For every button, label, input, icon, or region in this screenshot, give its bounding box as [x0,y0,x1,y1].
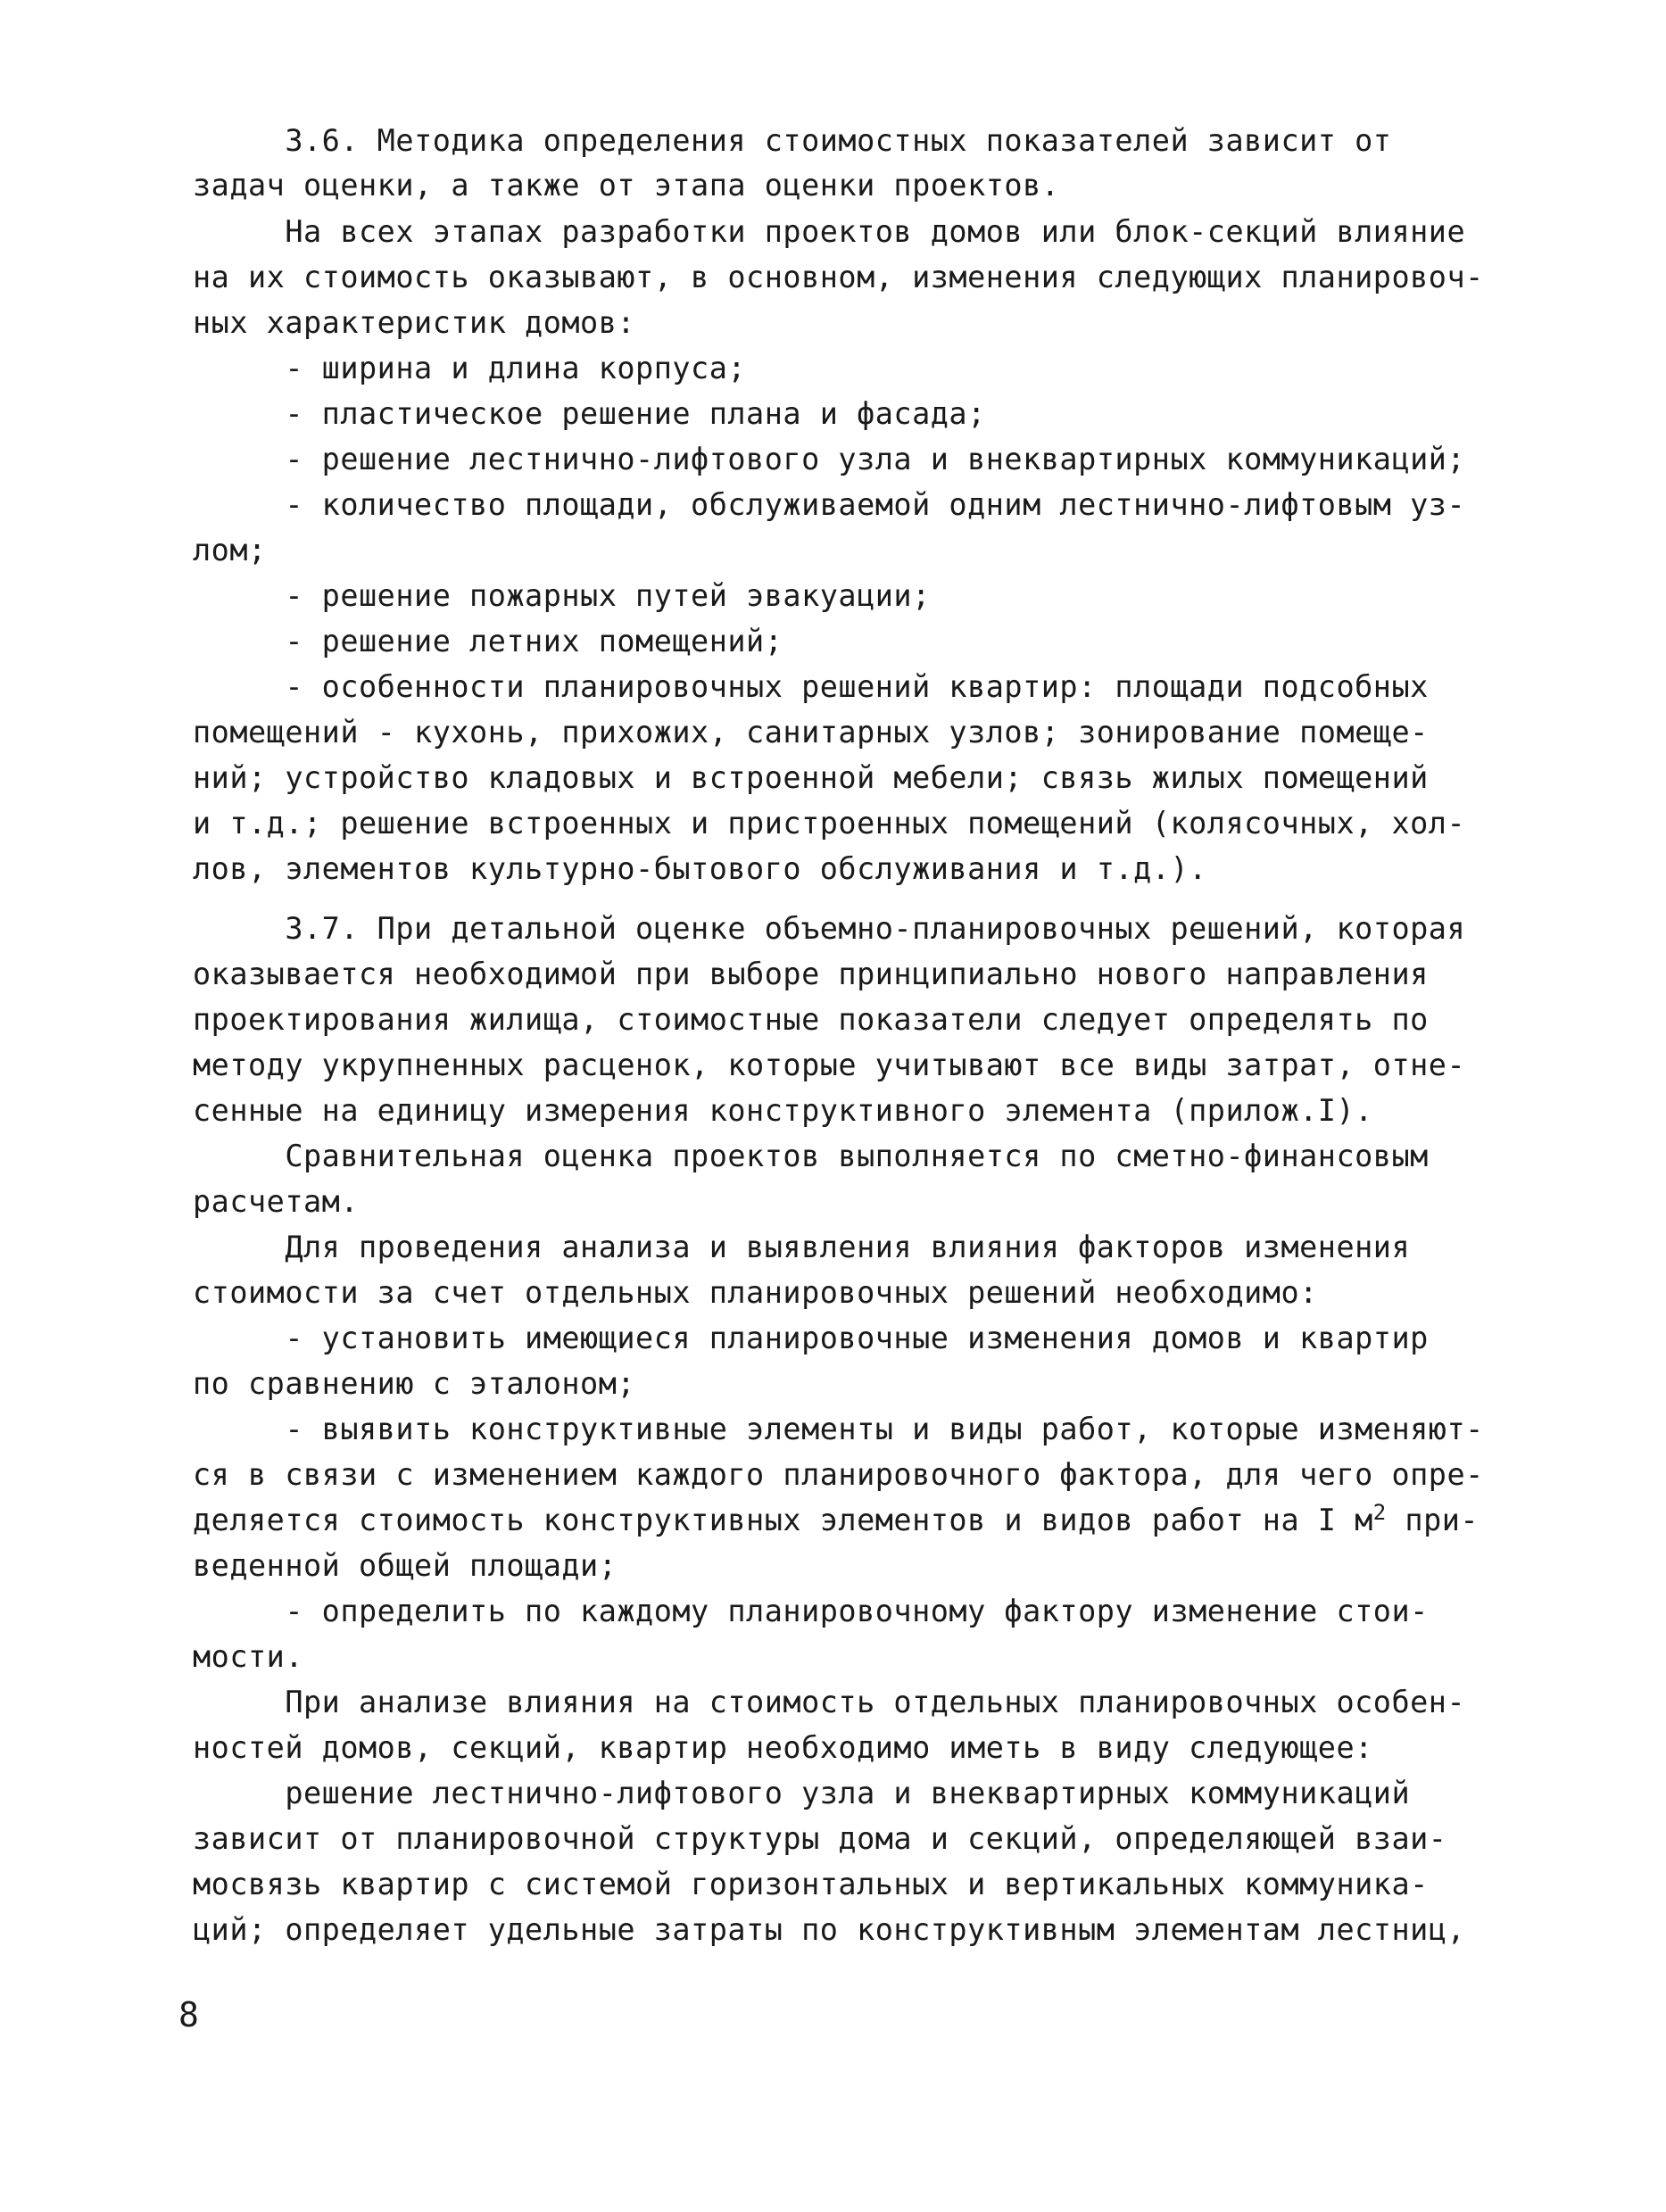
text-line: - решение летних помещений; [193,624,783,659]
text-line: и т.д.; решение встроенных и пристроенных помещений (колясочных, хол- [193,806,1466,841]
text-line: - ширина и длина корпуса; [193,351,747,385]
text-line: - количество площади, обслуживаемой одним лестнично-лифтовым уз- [193,487,1466,522]
text-line: - определить по каждому планировочному фактору изменение стои- [193,1594,1429,1628]
text-line: мосвязь квартир с системой горизонтальных и вертикальных коммуника- [193,1867,1429,1901]
text-line: - решение лестнично-лифтового узла и внеквартирных коммуникаций; [193,442,1466,476]
text-line: сенные на единицу измерения конструктивного элемента (прилож.I). [193,1093,1373,1128]
text-line: на их стоимость оказывают, в основном, изменения следующих планировоч- [193,260,1484,294]
text-line: Сравнительная оценка проектов выполняется по сметно-финансовым [193,1139,1429,1173]
text-line: лом; [193,533,267,567]
text-line: расчетам. [193,1184,360,1219]
text-line: ний; устройство кладовых и встроенной мебели; связь жилых помещений [193,760,1429,795]
text-line: помещений - кухонь, прихожих, санитарных узлов; зонирование помеще- [193,715,1429,750]
text-line-with-superscript [193,1499,1480,1538]
text-line: по сравнению с эталоном; [193,1366,636,1401]
text-line-main: деляется стоимость конструктивных элементов и видов работ на I м [193,1503,1373,1537]
text-line: - установить имеющиеся планировочные изменения домов и квартир [193,1321,1429,1355]
text-line-tail: при- [1386,1503,1480,1537]
text-line: ций; определяет удельные затраты по конструктивным элементам лестниц, [193,1912,1466,1947]
text-line: - выявить конструктивные элементы и виды работ, которые изменяют- [193,1412,1484,1446]
text-line: стоимости за счет отдельных планировочных решений необходимо: [193,1275,1318,1310]
text-line: мости. [193,1639,304,1674]
text-line: Для проведения анализа и выявления влияния факторов изменения [193,1230,1411,1264]
text-line: 3.6. Методика определения стоимостных показателей зависит от [193,123,1392,158]
text-line: методу укрупненных расценок, которые учитывают все виды затрат, отне- [193,1048,1466,1082]
text-line: - решение пожарных путей эвакуации; [193,578,931,613]
text-line: лов, элементов культурно-бытового обслуживания и т.д.). [193,851,1207,886]
text-line: задач оценки, а также от этапа оценки проектов. [193,168,1060,203]
text-line: - особенности планировочных решений квартир: площади подсобных [193,669,1429,704]
text-line: - пластическое решение плана и фасада; [193,396,986,431]
text-line: На всех этапах разработки проектов домов или блок-секций влияние [193,214,1466,249]
text-line: проектирования жилища, стоимостные показатели следует определять по [193,1002,1429,1037]
text-line: зависит от планировочной структуры дома и секций, определяющей взаи- [193,1821,1447,1856]
page-number: 8 [178,1995,199,2034]
text-line: оказывается необходимой при выборе принципиально нового направления [193,957,1429,991]
text-line: веденной общей площади; [193,1548,617,1583]
text-line: ся в связи с изменением каждого планировочного фактора, для чего опре- [193,1457,1484,1492]
text-line: ных характеристик домов: [193,305,636,340]
superscript: 2 [1372,1499,1387,1525]
text-line: 3.7. При детальной оценке объемно-планировочных решений, которая [193,911,1466,946]
text-line: При анализе влияния на стоимость отдельных планировочных особен- [193,1685,1466,1719]
text-line: решение лестнично-лифтового узла и внеквартирных коммуникаций [193,1776,1411,1810]
text-line: ностей домов, секций, квартир необходимо иметь в виду следующее: [193,1730,1373,1765]
